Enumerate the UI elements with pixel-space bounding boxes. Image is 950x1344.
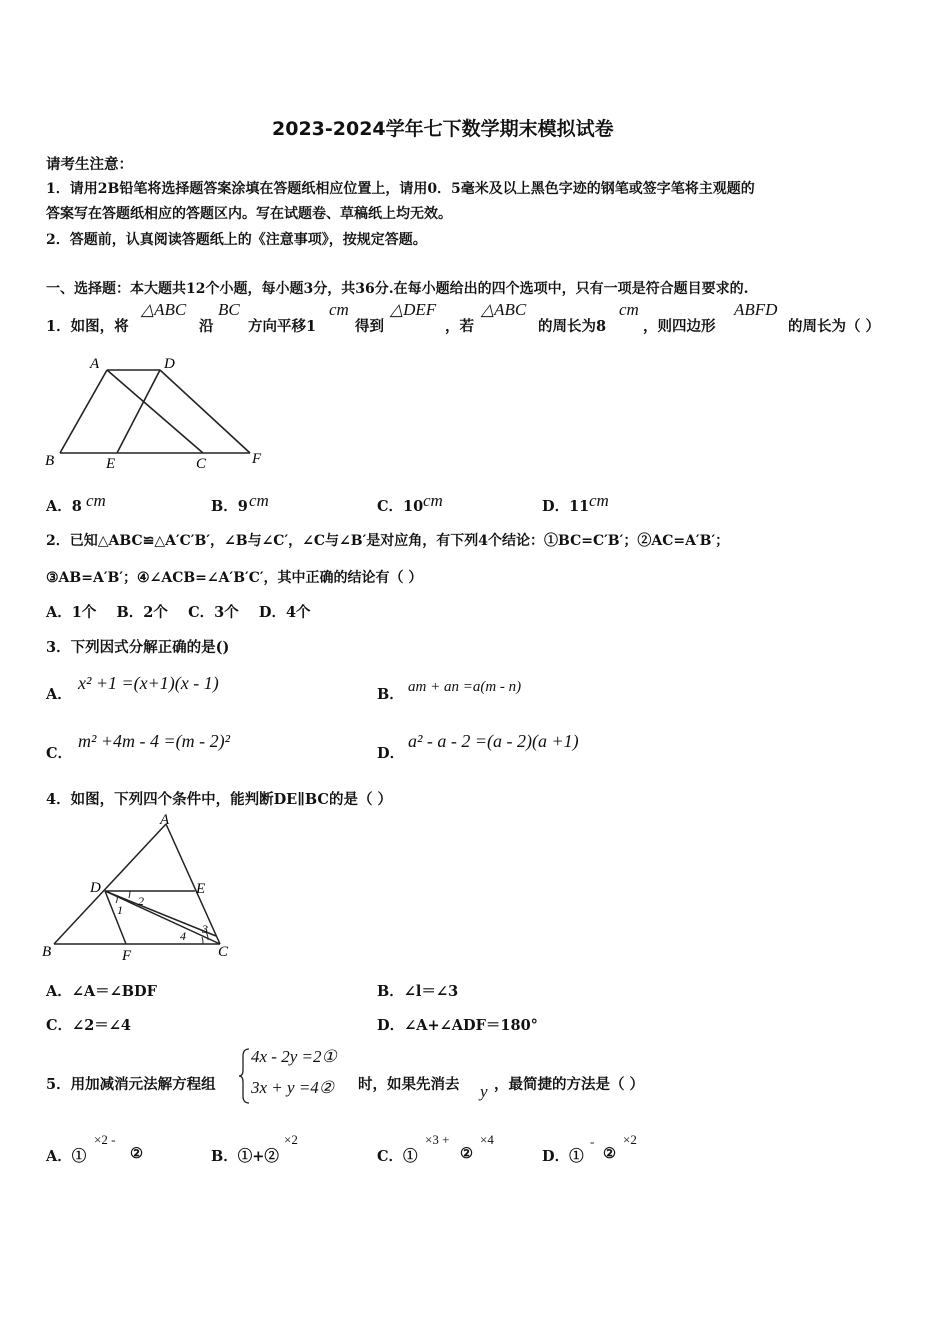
q1-option-b-unit: cm bbox=[249, 491, 269, 510]
page-title: 2023-2024学年七下数学期末模拟试卷 bbox=[272, 118, 614, 140]
q1-text-6: 的周长为8 bbox=[538, 318, 607, 335]
q4-fig-angle-2: 2 bbox=[138, 894, 144, 908]
q5-variable-y: y bbox=[480, 1082, 488, 1101]
q5-option-d[interactable]: D．① bbox=[542, 1148, 584, 1165]
q5-option-a[interactable]: A．① bbox=[46, 1148, 87, 1165]
q4-fig-label-f: F bbox=[122, 948, 132, 964]
q3-stem: 3．下列因式分解正确的是() bbox=[46, 639, 230, 656]
q3-option-d-expr: a² - a - 2 =(a - 2)(a +1) bbox=[408, 731, 579, 751]
q1-text-3: 方向平移1 bbox=[248, 318, 317, 335]
q1-fig-label-b: B bbox=[45, 453, 55, 469]
q1-text-5: ，若 bbox=[445, 318, 474, 335]
q5-text-1: 5．用加减消元法解方程组 bbox=[46, 1076, 216, 1093]
q4-fig-label-a: A bbox=[160, 812, 170, 828]
notice-line-2: 答案写在答题纸相应的答题区内。写在试题卷、草稿纸上均无效。 bbox=[46, 206, 452, 222]
q5-text-3: ，最简捷的方法是（ ） bbox=[494, 1076, 645, 1093]
q4-figure-triangle bbox=[40, 812, 250, 967]
q5-option-c-tail: ② bbox=[460, 1145, 473, 1162]
q5-text-2: 时，如果先消去 bbox=[358, 1076, 460, 1093]
q1-fig-label-e: E bbox=[106, 456, 116, 472]
q1-math-triangle-abc-2: △ABC bbox=[481, 300, 527, 319]
notice-line-3: 2．答题前，认真阅读答题纸上的《注意事项》，按规定答题。 bbox=[46, 232, 427, 248]
q4-option-c[interactable]: C．∠2＝∠4 bbox=[46, 1017, 132, 1034]
q4-stem: 4．如图，下列四个条件中，能判断DE∥BC的是（ ） bbox=[46, 791, 393, 808]
q1-fig-label-f: F bbox=[252, 451, 262, 467]
q4-fig-label-d: D bbox=[90, 880, 101, 896]
section-heading: 一、选择题：本大题共12个小题，每小题3分，共36分.在每小题给出的四个选项中，只有一项是符合题目要求的. bbox=[46, 281, 749, 297]
q5-option-b-sup: ×2 bbox=[284, 1132, 298, 1147]
q2-options[interactable]: A．1个 B．2个 C．3个 D．4个 bbox=[46, 604, 311, 621]
q1-math-abfd: ABFD bbox=[734, 300, 778, 319]
q3-option-b-expr: am + an =a(m - n) bbox=[408, 679, 522, 695]
q1-option-c-unit: cm bbox=[423, 491, 443, 510]
q5-option-d-sup: - bbox=[590, 1134, 595, 1149]
q4-fig-label-b: B bbox=[42, 944, 52, 960]
q4-option-a[interactable]: A．∠A＝∠BDF bbox=[46, 983, 157, 1000]
q1-option-b[interactable]: B．9 bbox=[211, 498, 248, 515]
q5-option-b[interactable]: B．①+② bbox=[211, 1148, 279, 1165]
q1-text-7: ，则四边形 bbox=[643, 318, 716, 335]
q1-option-d[interactable]: D．11 bbox=[542, 498, 590, 515]
q1-math-cm-2: cm bbox=[619, 300, 639, 319]
q1-figure-translation bbox=[40, 350, 280, 475]
q2-stem-line-2: ③AB=A′B′；④∠ACB=∠A′B′C′，其中正确的结论有（ ） bbox=[46, 570, 423, 586]
q5-equation-1: 4x - 2y =2① bbox=[251, 1047, 337, 1066]
q5-option-d-tail: ② bbox=[603, 1145, 616, 1162]
q1-math-triangle-def: △DEF bbox=[390, 300, 437, 319]
q1-text-2: 沿 bbox=[199, 318, 214, 335]
q5-option-c-sup: ×3 + bbox=[425, 1132, 450, 1147]
q1-fig-label-c: C bbox=[196, 456, 207, 472]
q5-option-a-sup: ×2 - bbox=[94, 1132, 116, 1147]
q1-text-4: 得到 bbox=[355, 318, 384, 335]
notice-header: 请考生注意： bbox=[46, 156, 133, 173]
q5-equation-2: 3x + y =4② bbox=[251, 1078, 335, 1097]
q5-option-a-tail: ② bbox=[130, 1145, 143, 1162]
q2-stem-line-1: 2．已知△ABC≌△A′C′B′，∠B与∠C′，∠C与∠B′是对应角，有下列4个结论：①BC=C′B′；②AC=A′B′； bbox=[46, 533, 730, 549]
q3-option-d-label[interactable]: D． bbox=[377, 745, 405, 762]
q4-fig-angle-3: 3 bbox=[202, 922, 208, 936]
q1-option-a-unit: cm bbox=[86, 491, 106, 510]
q4-option-d[interactable]: D．∠A+∠ADF＝180° bbox=[377, 1017, 538, 1034]
q1-option-c[interactable]: C．10 bbox=[377, 498, 424, 515]
q1-text-8: 的周长为（ ） bbox=[788, 318, 881, 335]
q5-option-c[interactable]: C．① bbox=[377, 1148, 418, 1165]
q4-option-b[interactable]: B．∠l＝∠3 bbox=[377, 983, 459, 1000]
q1-fig-label-d: D bbox=[164, 356, 175, 372]
q1-text-1: 1．如图，将 bbox=[46, 318, 129, 335]
q5-option-c-sup2: ×4 bbox=[480, 1132, 494, 1147]
q5-option-d-sup2: ×2 bbox=[623, 1132, 637, 1147]
q3-option-c-label[interactable]: C． bbox=[46, 745, 73, 762]
q3-option-b-label[interactable]: B． bbox=[377, 686, 404, 703]
q3-option-a-expr: x² +1 =(x+1)(x - 1) bbox=[78, 673, 219, 693]
q1-fig-label-a: A bbox=[90, 356, 100, 372]
q1-option-a[interactable]: A．8 bbox=[46, 498, 82, 515]
q4-fig-label-e: E bbox=[196, 881, 206, 897]
q1-math-cm-1: cm bbox=[329, 300, 349, 319]
q3-option-c-expr: m² +4m - 4 =(m - 2)² bbox=[78, 731, 231, 751]
q4-fig-angle-1: 1 bbox=[117, 903, 123, 917]
q1-math-triangle-abc: △ABC bbox=[141, 300, 187, 319]
q3-option-a-label[interactable]: A． bbox=[46, 686, 72, 703]
q4-fig-angle-4: 4 bbox=[180, 929, 186, 943]
notice-line-1: 1．请用2B铅笔将选择题答案涂填在答题纸相应位置上，请用0．5毫米及以上黑色字迹的钢笔或签字笔将主观题的 bbox=[46, 181, 755, 197]
q4-fig-label-c: C bbox=[218, 944, 229, 960]
q1-option-d-unit: cm bbox=[589, 491, 609, 510]
q1-math-bc: BC bbox=[218, 300, 240, 319]
q5-system-brace bbox=[238, 1047, 252, 1105]
